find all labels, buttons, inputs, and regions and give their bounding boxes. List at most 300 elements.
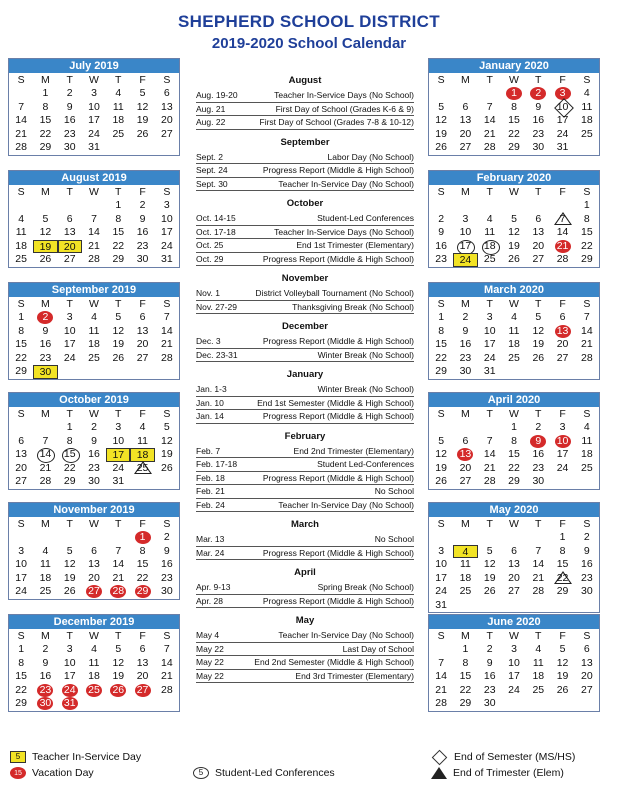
weekday-row [429,185,599,199]
legend-conferences [193,767,335,779]
day-cell: 3 [511,643,517,655]
inservice-swatch: 5 [10,751,26,763]
day-vacation: 27 [130,684,154,698]
weekday-label: W [509,408,519,420]
event-date: Apr. 28 [196,595,223,606]
day-cell: 5 [438,100,445,113]
event-row [196,458,414,472]
day-inservice: 20 [58,240,82,254]
month-calendar [428,170,600,268]
day-cell: 15 [15,670,27,682]
day-cell: 2 [486,643,493,655]
day-cell: 21 [88,239,100,252]
weekday-label: S [437,74,445,86]
event-date: Oct. 25 [196,240,224,250]
day-cell: 18 [39,571,52,584]
month-header: December 2019 [9,615,179,629]
month-calendar [8,282,180,380]
day-cell: 29 [459,697,472,709]
day-cell: 11 [15,226,27,238]
day-cell: 25 [483,253,496,265]
month-calendar [8,392,180,490]
day-cell: 6 [462,434,469,447]
weekday-label: S [437,630,445,642]
empty-cell [429,531,453,545]
weekday-row [429,297,599,311]
event-row [196,349,414,363]
day-cell: 15 [508,114,520,126]
weekday-label: S [583,408,591,420]
weekday-label: S [163,408,171,420]
day-cell: 27 [161,127,173,140]
day-cell: 27 [459,475,472,487]
day-cell: 11 [88,324,100,337]
day-cell: 26 [435,141,447,153]
day-cell: 9 [163,544,170,557]
day-cell: 24 [556,127,569,140]
empty-cell [478,421,502,435]
event-month-heading: May [295,615,315,626]
day-cell: 23 [459,351,472,364]
event-row [196,485,414,499]
day-cell: 17 [88,114,100,126]
day-cell: 25 [112,127,125,140]
day-cell: 21 [161,670,173,682]
day-grid [429,199,599,267]
day-cell: 12 [112,324,125,337]
day-cell: 1 [462,643,469,655]
day-cell: 25 [88,351,100,364]
legend-inservice [10,751,141,763]
event-date: Jan. 10 [196,397,224,408]
day-cell: 20 [136,338,149,350]
day-cell: 9 [486,656,493,669]
day-cell: 11 [459,558,471,570]
weekday-label: M [461,518,470,530]
weekday-label: M [41,186,50,198]
day-cell: 1 [115,199,122,211]
day-cell: 30 [136,253,149,265]
weekday-row [9,297,179,311]
empty-cell [82,199,106,213]
day-cell: 2 [163,531,170,543]
event-row [196,397,414,411]
day-vacation: 13 [550,325,574,339]
weekday-label: M [461,298,470,310]
day-vacation: 10 [550,435,574,449]
day-cell: 27 [459,141,472,153]
day-cell: 18 [508,338,520,350]
event-description: Student-Led Conferences [317,213,414,223]
day-cell: 10 [63,656,76,669]
day-cell: 23 [88,461,100,474]
day-cell: 7 [115,544,122,557]
day-cell: 30 [532,141,545,153]
conference-swatch: 5 [193,767,209,779]
weekday-label: T [66,630,73,642]
day-cell: 22 [15,351,27,364]
day-cell: 11 [508,324,520,337]
day-cell: 19 [435,127,447,140]
day-cell: 12 [556,656,569,669]
day-cell: 5 [42,212,49,225]
day-cell: 30 [532,475,545,487]
weekday-label: T [115,298,122,310]
day-cell: 26 [112,351,125,364]
month-calendar [8,170,180,268]
event-row [196,499,414,513]
day-cell: 12 [435,448,447,460]
day-cell: 16 [88,448,100,460]
event-description: Winter Break (No School) [317,384,414,394]
empty-cell [58,199,82,213]
event-month-heading: August [288,75,322,86]
event-date: May 22 [196,657,224,667]
day-cell: 5 [559,643,566,655]
day-inservice: 30 [33,365,57,379]
legend-semester [431,751,575,763]
day-cell: 19 [161,448,173,460]
event-description: First Day of School (Grades 7-8 & 10-12) [259,117,414,127]
weekday-label: F [559,74,566,86]
weekday-row [429,407,599,421]
day-cell: 1 [438,311,445,323]
day-inservice: 19 [33,240,57,254]
day-cell: 24 [483,351,496,364]
empty-cell [526,199,550,213]
weekday-label: F [139,518,146,530]
event-description: End 3rd Trimester (Elementary) [295,670,414,681]
day-cell: 8 [559,544,566,557]
weekday-row [429,517,599,531]
event-row [196,656,414,670]
day-cell: 7 [91,212,97,225]
legend-trimester [431,767,564,779]
vacation-swatch: 15 [10,767,26,779]
day-cell: 15 [112,226,125,238]
day-cell: 30 [581,585,593,597]
day-cell: 21 [112,571,125,584]
day-cell: 13 [161,100,173,113]
event-row [196,383,414,397]
day-cell: 10 [88,100,100,113]
day-cell: 27 [15,475,27,487]
event-month-heading: January [286,369,324,380]
day-cell: 23 [532,127,545,140]
day-cell: 9 [583,544,590,557]
day-vacation: 23 [33,684,57,698]
day-cell: 22 [581,239,593,252]
weekday-label: S [583,186,591,198]
day-cell: 19 [483,571,496,584]
weekday-label: F [139,74,146,86]
day-cell: 13 [136,324,149,337]
event-row [196,287,414,301]
day-cell: 23 [161,571,173,584]
day-cell: 12 [483,558,496,570]
day-cell: 28 [435,697,447,709]
month-header: January 2020 [429,59,599,73]
event-date: Feb. 17-18 [196,459,238,469]
day-cell: 7 [18,100,25,113]
day-cell: 18 [532,670,545,682]
day-cell: 16 [39,338,52,350]
legend-vacation-label: Vacation Day [32,767,94,779]
day-cell: 16 [532,448,545,460]
weekday-label: F [559,518,566,530]
day-cell: 8 [583,212,590,225]
day-cell: 10 [483,324,496,337]
empty-cell [550,199,574,213]
weekday-label: M [461,74,470,86]
weekday-label: F [559,408,566,420]
day-cell: 5 [438,434,445,447]
event-month-heading: April [294,567,316,578]
event-description: Student Led-Conferences [317,459,414,469]
day-cell: 21 [161,338,173,350]
day-cell: 20 [459,461,472,474]
weekday-label: T [115,518,122,530]
day-cell: 6 [559,311,566,323]
weekday-label: F [139,630,146,642]
day-cell: 15 [508,448,520,460]
weekday-label: M [461,186,470,198]
day-cell: 18 [581,448,593,460]
month-header: June 2020 [429,615,599,629]
empty-cell [9,531,33,545]
day-cell: 28 [532,585,545,597]
event-month-heading: March [291,519,319,530]
day-cell: 9 [139,212,146,225]
event-date: Feb. 21 [196,486,225,496]
day-cell: 2 [91,421,97,433]
day-cell: 31 [556,141,569,153]
event-description: Teacher In-Service Day (No School) [278,499,414,510]
day-cell: 6 [139,311,146,323]
event-date: Mar. 13 [196,534,225,544]
day-cell: 7 [163,643,170,655]
day-sem: 10 [550,101,574,115]
weekday-label: F [559,298,566,310]
day-cell: 29 [556,585,569,597]
event-date: Dec. 23-31 [196,349,238,360]
day-cell: 26 [39,253,52,265]
event-row [196,89,414,103]
weekday-label: W [89,408,99,420]
day-cell: 28 [161,683,173,696]
day-inservice: 24 [453,253,477,267]
event-row [196,226,414,240]
month-header: November 2019 [9,503,179,517]
event-description: Progress Report (Middle & High School) [262,595,414,606]
day-cell: 11 [532,656,544,669]
weekday-label: W [89,74,99,86]
day-cell: 28 [161,351,173,364]
weekday-label: T [535,630,542,642]
day-cell: 4 [511,311,517,323]
day-cell: 27 [581,683,593,696]
day-cell: 17 [483,338,496,350]
day-cell: 29 [508,141,520,153]
day-cell: 9 [42,656,49,669]
day-cell: 8 [18,656,25,669]
empty-cell [478,87,502,101]
day-cell: 25 [508,351,520,364]
day-cell: 6 [163,87,170,99]
day-cell: 4 [139,421,146,433]
day-cell: 27 [508,585,520,597]
event-row [196,547,414,561]
event-month-heading: September [280,136,330,148]
day-cell: 30 [459,365,472,377]
weekday-label: F [559,630,566,642]
weekday-label: S [17,518,25,530]
day-cell: 5 [66,544,73,557]
day-cell: 1 [559,531,566,543]
day-cell: 14 [556,226,569,238]
event-date: Feb. 7 [196,445,221,456]
weekday-label: S [437,518,445,530]
empty-cell [453,531,477,545]
empty-cell [502,199,526,213]
semester-diamond-icon [432,749,448,765]
month-header: March 2020 [429,283,599,297]
day-cell: 24 [161,239,173,252]
day-inservice: 4 [453,545,477,559]
day-vacation: 27 [82,585,106,599]
weekday-row [9,185,179,199]
event-description: First Day of School (Grades K-6 & 9) [275,103,414,114]
day-cell: 19 [532,338,545,350]
day-cell: 4 [115,87,122,99]
day-cell: 17 [556,448,569,460]
day-cell: 4 [583,421,590,433]
day-cell: 20 [581,670,593,682]
day-tri: 25 [130,462,154,476]
day-cell: 10 [161,212,173,225]
day-grid [429,421,599,489]
weekday-label: S [17,74,25,86]
month-header: April 2020 [429,393,599,407]
events-list [196,68,414,683]
day-cell: 7 [486,434,493,447]
weekday-label: S [437,186,445,198]
event-row [196,301,414,315]
day-cell: 19 [508,239,520,252]
day-cell: 25 [39,585,52,597]
day-cell: 12 [39,226,52,238]
day-cell: 15 [435,338,447,350]
day-cell: 19 [63,571,76,584]
day-cell: 9 [42,324,49,337]
weekday-label: S [163,186,171,198]
day-cell: 15 [459,670,472,682]
day-cell: 2 [42,643,49,655]
event-description: Labor Day (No School) [327,151,414,162]
day-cell: 2 [66,87,73,99]
weekday-label: M [41,74,50,86]
event-date: May 22 [196,643,224,654]
month-header: February 2020 [429,171,599,185]
day-cell: 1 [18,311,25,323]
weekday-label: S [583,74,591,86]
day-cell: 23 [435,253,447,265]
day-cell: 17 [15,571,27,584]
day-cell: 27 [63,253,76,265]
weekday-label: S [583,630,591,642]
day-cell: 8 [42,100,49,113]
weekday-label: W [509,186,519,198]
empty-cell [453,87,477,101]
weekday-label: S [163,298,171,310]
day-cell: 11 [88,656,100,669]
weekday-label: T [66,298,73,310]
day-cell: 29 [581,253,593,265]
day-cell: 4 [535,643,542,655]
weekday-label: S [17,630,25,642]
weekday-row [9,629,179,643]
weekday-label: S [437,408,445,420]
day-cell: 8 [66,434,73,447]
empty-cell [58,531,82,545]
weekday-label: M [41,630,50,642]
weekday-label: F [139,298,146,310]
weekday-label: T [115,186,122,198]
day-cell: 22 [15,683,27,696]
day-cell: 3 [163,199,170,211]
event-date: Sept. 2 [196,151,223,162]
empty-cell [33,531,57,545]
event-month-heading: November [281,273,329,284]
day-cell: 14 [88,226,100,238]
event-description: Teacher In-Service Day (No School) [278,630,414,640]
day-cell: 31 [435,598,447,611]
day-cell: 17 [556,114,569,126]
weekday-label: S [17,408,25,420]
day-cell: 15 [39,114,52,126]
day-cell: 4 [583,87,590,99]
event-description: Winter Break (No School) [317,349,414,360]
day-cell: 13 [63,226,76,238]
day-cell: 20 [136,670,149,682]
month-calendar [428,392,600,490]
day-cell: 14 [532,558,545,570]
event-description: No School [374,486,414,496]
event-date: Dec. 3 [196,336,221,346]
day-cell: 29 [112,253,125,265]
weekday-label: S [583,518,591,530]
day-cell: 6 [462,100,469,113]
event-row [196,595,414,609]
day-cell: 20 [459,127,472,140]
day-vacation: 25 [82,684,106,698]
day-cell: 3 [462,212,469,225]
event-description: End 2nd Semester (Middle & High School) [254,657,414,667]
event-date: Feb. 18 [196,472,225,483]
day-cell: 6 [511,544,517,557]
day-cell: 5 [115,643,122,655]
day-cell: 17 [508,670,520,682]
day-cell: 24 [88,127,100,140]
day-cell: 17 [435,571,447,584]
day-cell: 10 [435,558,447,570]
day-cell: 9 [91,434,97,447]
day-cell: 9 [462,324,469,337]
weekday-label: F [559,186,566,198]
event-date: Sept. 30 [196,178,228,189]
event-row [196,212,414,226]
month-header: August 2019 [9,171,179,185]
